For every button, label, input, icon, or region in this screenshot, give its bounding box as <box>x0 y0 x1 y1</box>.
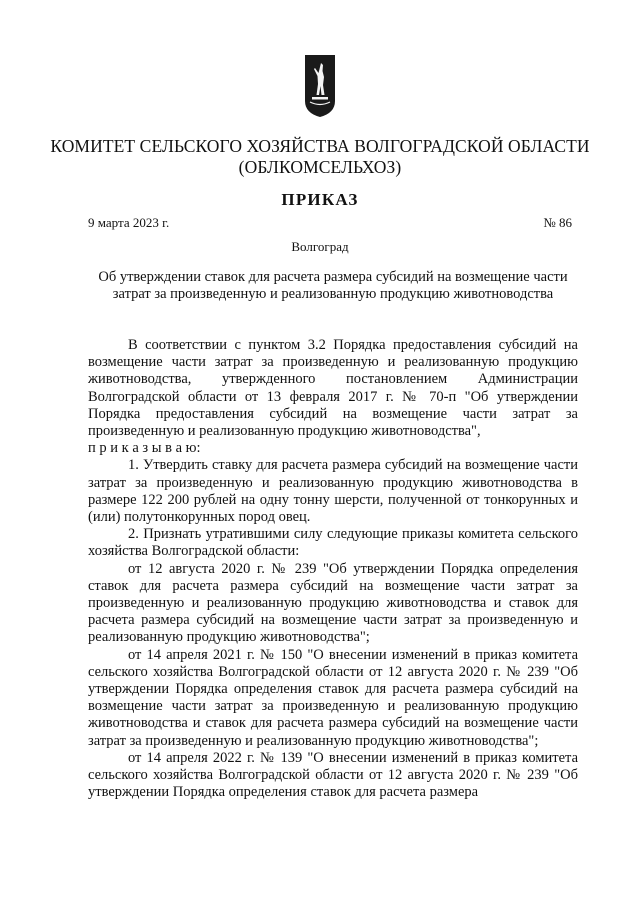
order-word: п р и к а з ы в а ю: <box>88 440 201 457</box>
document-city: Волгоград <box>291 239 349 254</box>
document-date: 9 марта 2023 г. <box>88 215 170 230</box>
preamble-paragraph: В соответствии с пунктом 3.2 Порядка предоставления субсидий на возмещение части затрат за произведенную и реализованную продукцию животноводства, утвержденного постановлением Администрации Волгоградской области от 13 февраля 2017 г. № 70-п "Об утверждении Порядка предоставления субсидий на возмещение части затрат за произведенную и реализованную продукцию животноводства", <box>88 337 578 440</box>
document-meta <box>88 215 576 233</box>
volgograd-coat-of-arms-icon <box>305 55 335 117</box>
order-item-1: 1. Утвердить ставку для расчета размера субсидий на возмещение части затрат за произведенную и реализованную продукцию животноводства в размере 122 200 рублей на одну тонну шерсти, полученной от тонкорунных и (или) полутонкорунных пород овец. <box>88 457 578 526</box>
organization-name-line2: (ОБЛКОМСЕЛЬХОЗ) <box>238 157 402 177</box>
repealed-order-2: от 14 апреля 2021 г. № 150 "О внесении изменений в приказ комитета сельского хозяйства Волгоградской области от 12 августа 2020 г. № 239 "Об утверждении Порядка определения ставок для расчета размера субсидий на возмещение части затрат за произведенную и реализованную продукцию животноводства и ставок для расчета размера субсидий на возмещение части затрат за произведенную и реализованную продукцию животноводства"; <box>88 646 578 749</box>
document-title: Об утверждении ставок для расчета размера субсидий на возмещение части затрат за произведенную и реализованную продукцию животноводства <box>98 269 568 302</box>
repealed-order-1: от 12 августа 2020 г. № 239 "Об утверждении Порядка определения ставок для расчета размера субсидий на возмещение части затрат за произведенную и реализованную продукцию животноводства и ставок для расчета размера субсидий на возмещение части затрат за произведенную и реализованную продукцию животноводства"; <box>88 560 578 646</box>
repealed-order-3: от 14 апреля 2022 г. № 139 "О внесении изменений в приказ комитета сельского хозяйства Волгоградской области от 12 августа 2020 г. № 239 "Об утверждении Порядка определения ставок для расчета размера <box>88 749 578 801</box>
document-number: № 86 <box>543 215 572 230</box>
document-body <box>88 337 578 801</box>
organization-name <box>0 136 640 178</box>
order-item-2: 2. Признать утратившими силу следующие приказы комитета сельского хозяйства Волгоградской области: <box>88 526 578 560</box>
document-type: ПРИКАЗ <box>281 190 359 209</box>
organization-name-line1: КОМИТЕТ СЕЛЬСКОГО ХОЗЯЙСТВА ВОЛГОГРАДСКОЙ ОБЛАСТИ <box>50 136 590 156</box>
